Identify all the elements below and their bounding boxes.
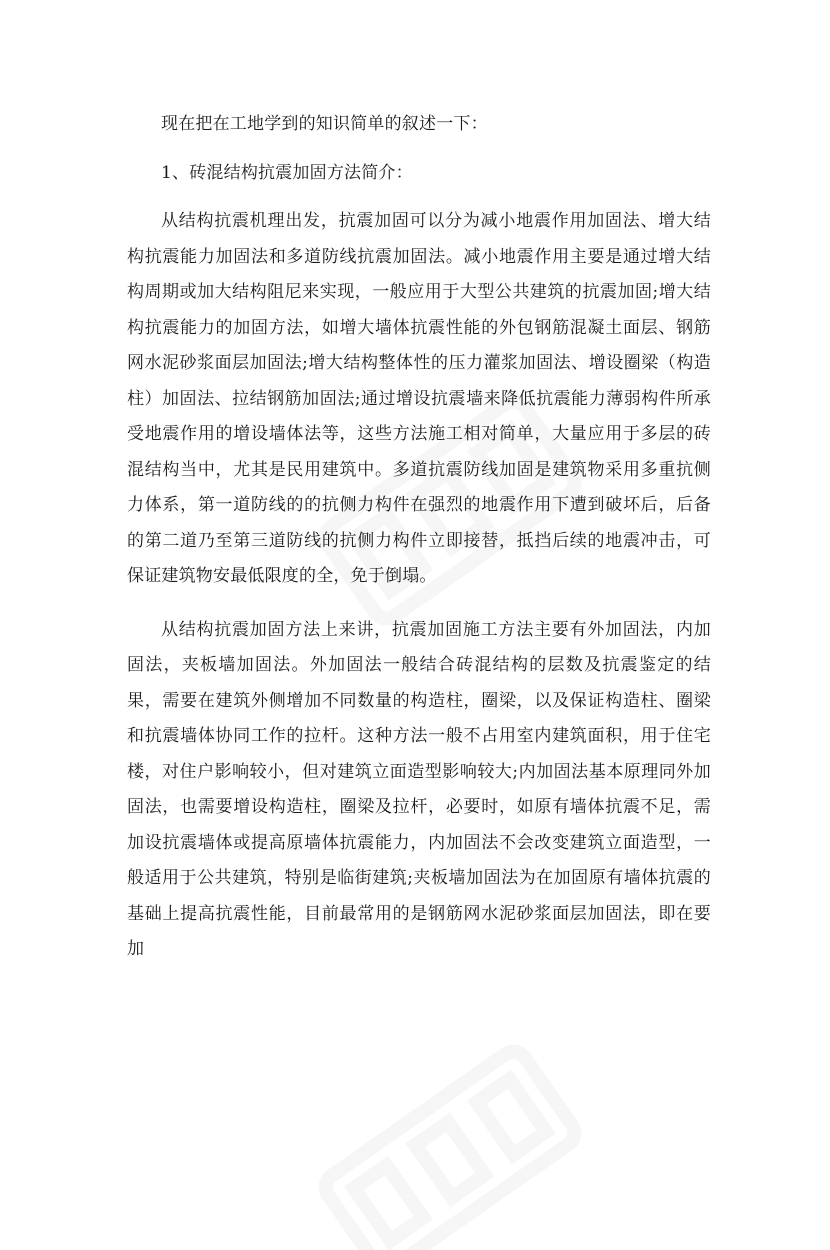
section-heading: 1、砖混结构抗震加固方法简介： <box>161 162 413 183</box>
document-body <box>127 107 711 968</box>
watermark-logo-bottom <box>300 1010 600 1250</box>
paragraph-seismic-mechanism: 从结构抗震机理出发，抗震加固可以分为减小地震作用加固法、增大结构抗震能力加固法和多道防线抗震加固法。减小地震作用主要是通过增大结构周期或加大结构阻尼来实现，一般应用于大型公共建筑的抗震加固;增大结构抗震能力的加固方法，如增大墙体抗震性能的外包钢筋混凝土面层、钢筋网水泥砂浆面层加固法;增大结构整体性的压力灌浆加固法、增设圈梁（构造柱）加固法、拉结钢筋加固法;通过增设抗震墙来降低抗震能力薄弱构件所承受地震作用的增设墙体法等，这些方法施工相对简单，大量应用于多层的砖混结构当中，尤其是民用建筑中。多道抗震防线加固是建筑物采用多重抗侧力体系，第一道防线的的抗侧力构件在强烈的地震作用下遭到破坏后，后备的第二道乃至第三道防线的抗侧力构件立即接替，抵挡后续的地震冲击，可保证建筑物安最低限度的全，免于倒塌。 <box>127 211 711 586</box>
paragraph-reinforcement-methods: 从结构抗震加固方法上来讲，抗震加固施工方法主要有外加固法，内加固法，夹板墙加固法。外加固法一般结合砖混结构的层数及抗震鉴定的结果，需要在建筑外侧增加不同数量的构造柱，圈梁，以及保证构造柱、圈梁和抗震墙体协同工作的拉杆。这种方法一般不占用室内建筑面积，用于住宅楼，对住户影响较小，但对建筑立面造型影响较大;内加固法基本原理同外加固法，也需要增设构造柱，圈梁及拉杆，必要时，如原有墙体抗震不足，需加设抗震墙体或提高原墙体抗震能力，内加固法不会改变建筑立面造型，一般适用于公共建筑，特别是临街建筑;夹板墙加固法为在加固原有墙体抗震的基础上提高抗震性能，目前最常用的是钢筋网水泥砂浆面层加固法，即在要加 <box>127 619 711 959</box>
intro-line: 现在把在工地学到的知识简单的叙述一下： <box>161 114 488 134</box>
